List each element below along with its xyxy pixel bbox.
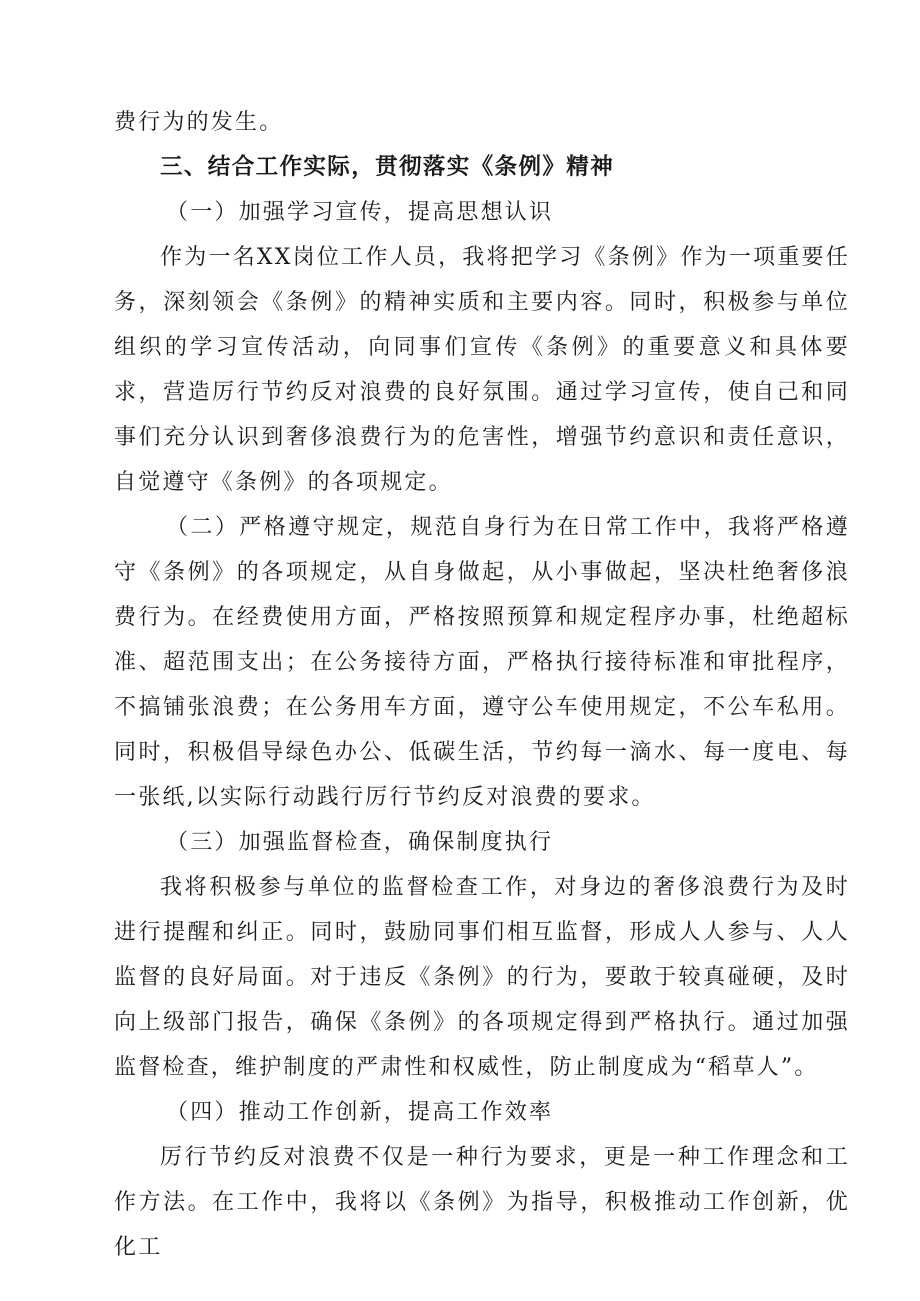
- subsection-heading-4: （四）推动工作创新，提高工作效率: [166, 1100, 554, 1125]
- document-body: [114, 100, 850, 1270]
- subsection-heading-3: （三）加强监督检查，确保制度执行: [166, 830, 554, 855]
- section-heading: 三、结合工作实际，贯彻落实《条例》精神: [160, 154, 615, 180]
- opening-fragment: 费行为的发生。: [114, 110, 284, 135]
- subsection-heading-1: （一）加强学习宣传，提高思想认识: [166, 200, 554, 225]
- subsection-heading-body-2: （二）严格遵守规定，规范自身行为在日常工作中，我将严格遵守《条例》的各项规定，从自身做起，从小事做起，坚决杜绝奢侈浪费行为。在经费使用方面，严格按照预算和规定程序办事，杜绝超标准、超范围支出；在公务接待方面，严格执行接待标准和审批程序，不搞铺张浪费；在公务用车方面，遵守公车使用规定，不公车私用。同时，积极倡导绿色办公、低碳生活，节约每一滴水、每一度电、每一张纸,以实际行动践行厉行节约反对浪费的要求。: [114, 515, 850, 810]
- subsection-body-1: 作为一名XX岗位工作人员，我将把学习《条例》作为一项重要任务，深刻领会《条例》的精神实质和主要内容。同时，积极参与单位组织的学习宣传活动，向同事们宣传《条例》的重要意义和具体要求，营造厉行节约反对浪费的良好氛围。通过学习宣传，使自己和同事们充分认识到奢侈浪费行为的危害性，增强节约意识和责任意识，自觉遵守《条例》的各项规定。: [114, 245, 850, 495]
- subsection-body-3: 我将积极参与单位的监督检查工作，对身边的奢侈浪费行为及时进行提醒和纠正。同时，鼓励同事们相互监督，形成人人参与、人人监督的良好局面。对于违反《条例》的行为，要敢于较真碰硬，及时向上级部门报告，确保《条例》的各项规定得到严格执行。通过加强监督检查，维护制度的严肃性和权威性，防止制度成为“稻草人”。: [114, 875, 850, 1080]
- subsection-body-4: 厉行节约反对浪费不仅是一种行为要求，更是一种工作理念和工作方法。在工作中，我将以《条例》为指导，积极推动工作创新，优化工: [114, 1145, 850, 1260]
